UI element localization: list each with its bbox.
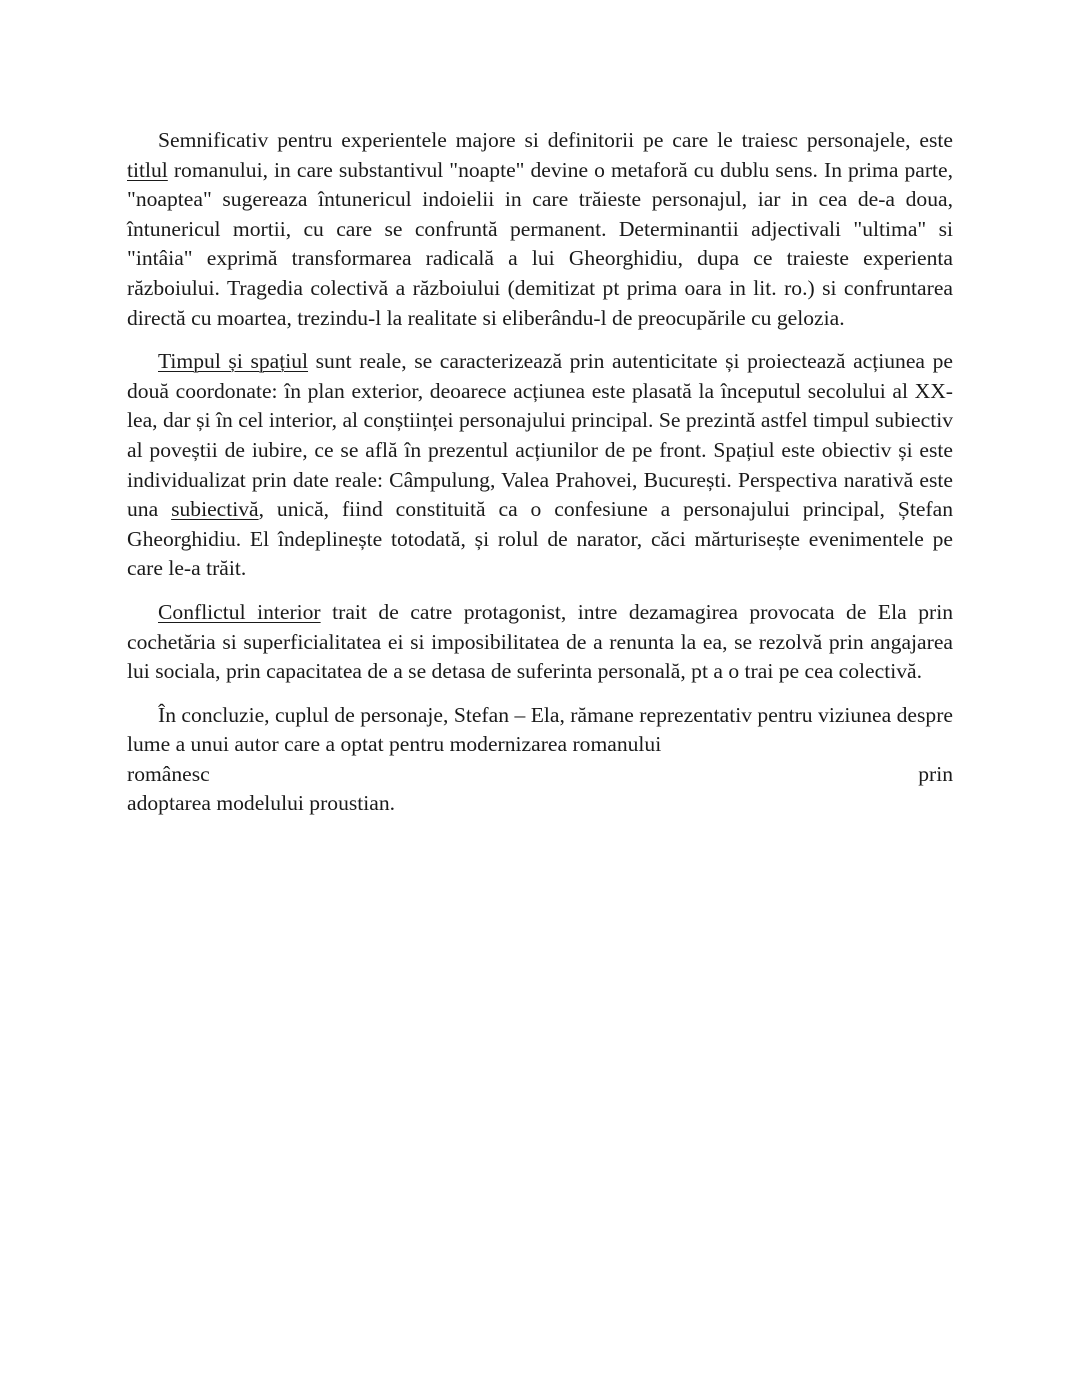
conclusion-final-line: adoptarea modelului proustian. <box>127 791 396 816</box>
paragraph-time-space <box>127 347 953 584</box>
document-page <box>127 126 953 819</box>
underlined-term-subiectiva: subiectivă <box>171 497 259 522</box>
conclusion-text: În concluzie, cuplul de personaje, Stefan – Ela, rămane reprezentativ pentru viziunea despre lume a unui autor care a optat pentru modernizarea romanului <box>127 702 953 757</box>
paragraph-conclusion <box>127 701 953 819</box>
text-run: trait de catre protagonist, intre dezamagirea provocata de Ela prin cochetăria si superficialitatea ei si imposibilitatea de a renunta la ea, se rezolvă prin angajarea lui sociala, prin capacitatea de a se detasa de suferinta personală, pt a o trai pe cea colectivă. <box>127 599 953 684</box>
text-run: romanului, in care substantivul "noapte" devine o metaforă cu dublu sens. In prima parte, "noaptea" sugereaza întunericul indoielii in care trăieste personajul, iar in cea de-a doua, întunericul mortii, cu care se confruntă permanent. Determinantii adjectivali "ultima" si "intâia" exprimă transformarea radicală a lui Gheorghidiu, dupa ce traieste experienta războiului. Tragedia colectivă a războiului (demitizat pt prima oara in lit. ro.) si confruntarea directă cu moartea, trezindu-l la realitate si eliberându-l de preocupările cu gelozia. <box>127 157 953 330</box>
text-run: sunt reale, se caracterizează prin autenticitate și proiectează acțiunea pe două coordonate: în plan exterior, deoarece acțiunea este plasată la începutul secolului al XX-lea, dar și în cel interior, al conștiinței personajului principal. Se prezintă astfel timpul subiectiv al poveștii de iubire, ce se află în prezentul acțiunilor de pe front. Spațiul este obiectiv și este individualizat prin date reale: Câmpulung, Valea Prahovei, București. Perspectiva narativă este una <box>127 349 953 522</box>
underlined-term-conflictul-interior: Conflictul interior <box>158 599 321 624</box>
text-run: Semnificativ pentru experientele majore si definitorii pe care le traiesc personajele, este <box>158 128 953 152</box>
text-run: , unică, fiind constituită ca o confesiune a personajului principal, Ștefan Gheorghidiu. El îndeplinește totodată, și rolul de narator, căci mărturisește evenimentele pe care le-a trăit. <box>127 497 953 581</box>
conclusion-spread-line: românesc prin <box>127 761 953 786</box>
paragraph-title-meaning <box>127 126 953 333</box>
underlined-term-titlul: titlul <box>127 157 168 182</box>
paragraph-inner-conflict <box>127 598 953 687</box>
underlined-term-timpul-spatiul: Timpul și spațiul <box>158 349 309 374</box>
